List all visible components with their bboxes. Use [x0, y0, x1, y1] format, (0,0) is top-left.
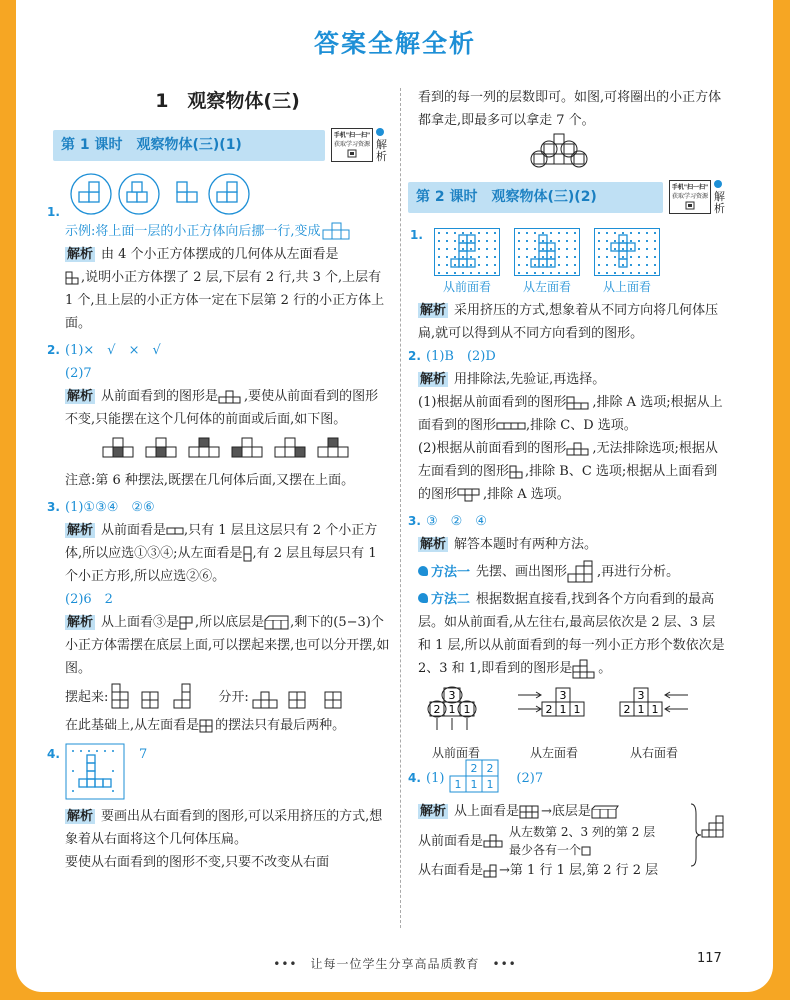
grid-figure	[483, 864, 499, 878]
diag-cell-num: 1	[463, 703, 471, 716]
right-q4-l3a: 从右面看是	[418, 863, 484, 878]
brace-result-figure	[688, 802, 728, 868]
q3-end	[65, 714, 390, 737]
jiexi-tag: 解析	[420, 303, 447, 318]
chapter-title: 1 观察物体(三)	[155, 90, 300, 112]
q3-explain	[65, 519, 390, 588]
q2-six-arrangements	[101, 435, 361, 465]
diag-cell-num: 2	[433, 703, 441, 716]
number-diagram-left	[514, 686, 594, 734]
diagram-right	[614, 686, 694, 760]
q2-note: 注意:第 6 种摆法,既摆在几何体后面,又摆在上面。	[65, 473, 355, 488]
q3-explain-b	[65, 611, 390, 680]
grid-figure	[566, 396, 592, 410]
grid-figure	[179, 616, 195, 630]
jiexi-link-lesson1[interactable]	[376, 127, 390, 163]
left-q4	[47, 743, 390, 874]
cube-figure	[264, 615, 290, 631]
q1-example-text: 示例:将上面一层的小正方体向后挪一行,变成	[65, 224, 321, 239]
jiexi-label: 解析	[376, 138, 387, 163]
right-q2-p1a: (1)根据从前面看到的图形	[418, 395, 567, 410]
method2-text-a: 根据数据直接看,找到各个方向看到的最高层。如从前面看,从左往右,最高层依次是 2 层、3 层和 1 层,所以从前面看到的每一列小正方形个数依次是 2、3 和 1,即看到的图形是	[418, 592, 725, 676]
method1-text-b: ,再进行分析。	[597, 564, 680, 580]
cube-icon	[581, 845, 593, 857]
q3-explain-3: ,有 2 层且每层只有 1 个小正方形,所以应选②⑥。	[65, 546, 377, 584]
right-q1	[408, 224, 728, 345]
left-view-shape	[515, 229, 579, 275]
q3-explain-b3: ,剩下的(5−3)个小正方体需摆在底层上面,可以摆起来摆,也可以分开摆,如图。	[65, 615, 390, 676]
grid-figure	[65, 271, 81, 285]
right-q4-pre: (1)	[426, 770, 445, 786]
method2-label: 方法二	[431, 592, 471, 607]
grid-figure	[218, 390, 244, 404]
q-num: 1.	[47, 205, 60, 219]
right-q1-explain-text: 采用挤压的方式,想象着从不同方向将几何体压扁,就可以得到从不同方向看到的图形。	[418, 303, 719, 341]
top-view-shape	[595, 229, 659, 275]
q3-answer-1: (1)①③④ ②⑥	[65, 500, 155, 515]
jiexi-tag: 解析	[67, 615, 94, 630]
right-q2-p2a: (2)根据从前面看到的图形	[418, 441, 567, 456]
q2-explain	[65, 385, 390, 431]
right-q2-p2d: ,排除 A 选项。	[483, 487, 570, 502]
grid-num: 2	[486, 762, 494, 775]
qr-icon	[685, 201, 695, 210]
q3-explain-1: 从前面看是	[101, 523, 167, 538]
diag-cell-num: 2	[545, 703, 553, 716]
right-continuation: 看到的每一列的层数即可。如图,可将圈出的小正方体都拿走,即最多可以拿走 7 个。	[418, 90, 722, 128]
view-label: 从上面看	[602, 280, 651, 294]
q3-explain-b1: 从上面看③是	[101, 615, 180, 630]
lesson1-num: 第 1 课时	[61, 136, 123, 153]
right-q4-explain	[418, 800, 728, 882]
right-q2-p2b: ,无法排除选项;根据从左面看到的图形	[418, 441, 718, 479]
q3-explain-2: ,只有 1 层且这层只有 2 个小正方体,所以应选①③④;从左面看是	[65, 523, 378, 561]
right-q3-answer: ③ ② ④	[426, 514, 487, 529]
lesson2-bar	[408, 182, 663, 213]
q3-explain-b2: ,所以底层是	[195, 615, 265, 630]
column-divider	[400, 88, 401, 928]
play-icon	[376, 128, 384, 136]
diag-top-num: 3	[448, 689, 456, 702]
diag-top-num: 3	[559, 689, 567, 702]
jiexi-tag: 解析	[67, 247, 94, 262]
q4-explain-1: 要画出从右面看到的图形,可以采用挤压的方式,想象着从右面将这个几何体压扁。	[65, 809, 383, 847]
q2-explain-2: ,要使从前面看到的图形不变,只能摆在这个几何体的前面或后面,如下图。	[65, 389, 379, 427]
q-num: 3.	[47, 500, 60, 514]
grid-num: 1	[454, 778, 462, 791]
qr-line1: 手机"扫一扫"	[671, 184, 709, 191]
grid-figure	[457, 488, 483, 502]
grid-figure	[509, 465, 525, 479]
lesson1-bar	[53, 130, 325, 161]
q3-arrangements	[65, 680, 390, 714]
grid-figure	[199, 719, 215, 733]
view-label: 从左面看	[529, 746, 578, 760]
right-q4-l2b: 从左数第 2、3 列的第 2 层	[509, 825, 656, 839]
qr-line2: 获取学习资源	[671, 193, 708, 200]
circled-cubes-figure	[528, 132, 608, 176]
q-num: 2.	[408, 349, 421, 363]
q1-explain-1: 由 4 个小正方体摆成的几何体从左面看是	[101, 247, 339, 262]
right-q2-p1c: ,排除 C、D 选项。	[526, 418, 637, 433]
q4-explain	[65, 805, 390, 851]
lesson2-name: 观察物体(三)(2)	[491, 188, 597, 205]
jiexi-tag: 解析	[420, 537, 447, 552]
jiexi-link-lesson2[interactable]	[714, 179, 728, 215]
q-num: 4.	[47, 747, 60, 761]
left-q2	[47, 339, 390, 492]
right-q2-p2	[418, 437, 728, 506]
jiexi-tag: 解析	[420, 372, 447, 387]
number-diagram-right	[614, 686, 694, 734]
stack-label: 摆起来:	[65, 689, 109, 705]
q-num: 1.	[410, 228, 423, 242]
left-q3	[47, 496, 390, 737]
right-q3-method1	[418, 560, 728, 584]
grid-figure	[243, 546, 253, 562]
left-q1	[47, 172, 390, 335]
play-icon	[714, 180, 722, 188]
diag-top-num: 3	[637, 689, 645, 702]
diagram-front	[418, 686, 494, 760]
page-number: 117	[697, 951, 722, 966]
grid-figure	[519, 805, 541, 819]
jiexi-label: 解析	[714, 190, 725, 215]
lesson1-name: 观察物体(三)(1)	[136, 136, 242, 153]
cube-figure	[591, 805, 619, 819]
q4-answer: 7	[139, 747, 148, 762]
right-q2-p1b: ,排除 A 选项;根据从上面看到的图形	[418, 395, 723, 433]
lesson2-header	[408, 178, 728, 216]
method2-text-b: 。	[598, 661, 612, 676]
q-num: 3.	[408, 514, 421, 528]
view-label: 从前面看	[442, 280, 491, 294]
view-top	[594, 228, 660, 299]
qr-code-lesson1[interactable]	[331, 128, 373, 162]
right-q4-answer-2: (2)7	[516, 770, 544, 786]
view-label: 从前面看	[431, 746, 480, 760]
number-diagram-front	[418, 686, 494, 734]
split-figures	[249, 682, 359, 712]
grid-figure	[572, 659, 598, 679]
jiexi-tag: 解析	[420, 804, 447, 819]
jiexi-tag: 解析	[67, 809, 94, 824]
hand-icon	[418, 593, 428, 603]
q1-option-figures	[69, 172, 259, 216]
qr-icon	[347, 149, 357, 158]
right-q2-p1	[418, 391, 728, 437]
diag-cell-num: 2	[623, 703, 631, 716]
q4-grid-answer	[65, 743, 127, 801]
jiexi-tag: 解析	[67, 523, 94, 538]
grid-figure	[166, 526, 184, 536]
right-q4-l2c: 最少各有一个	[509, 843, 582, 857]
q3-end-2: 的摆法只有最后两种。	[215, 718, 346, 733]
grid-num: 1	[470, 778, 478, 791]
grid-figure	[566, 442, 592, 456]
right-q2-p2c: ,排除 B、C 选项;根据从上面看到的图形	[418, 464, 718, 502]
right-q2-answer: (1)B (2)D	[426, 349, 496, 364]
right-column	[408, 86, 728, 882]
q3-answer-2: (2)6 2	[65, 592, 113, 607]
q4-explain-2: 要使从右面看到的图形不变,只要不改变从右面	[65, 855, 330, 870]
right-q2-explain: 用排除法,先验证,再选择。	[454, 372, 606, 387]
diagram-left	[514, 686, 594, 760]
diag-cell-num: 1	[559, 703, 567, 716]
q-num: 2.	[47, 343, 60, 357]
grid-num: 1	[486, 778, 494, 791]
qr-line2: 获取学习资源	[333, 141, 370, 148]
right-q4	[408, 756, 728, 882]
right-q4-l1b: →底层是	[541, 804, 591, 819]
left-column	[47, 86, 390, 874]
hand-icon	[418, 566, 428, 576]
grid-figure	[483, 834, 505, 848]
qr-line1: 手机"扫一扫"	[333, 132, 371, 139]
q1-example	[65, 220, 390, 243]
q1-explain-2: ,说明小正方体摆了 2 层,下层有 2 行,共 3 个,上层有 1 个,且上层的小正方体一定在下层第 2 行的小正方体上面。	[65, 270, 385, 331]
q2-answer-2: (2)7	[65, 366, 92, 381]
view-label: 从右面看	[629, 746, 678, 760]
view-left	[514, 228, 580, 299]
right-q3-explain: 解答本题时有两种方法。	[454, 537, 598, 552]
cube-figure	[321, 222, 351, 242]
jiexi-tag: 解析	[67, 389, 94, 404]
method1-label: 方法一	[431, 564, 471, 580]
grid-figure	[496, 421, 526, 431]
q3-end-1: 在此基础上,从左面看是	[65, 718, 200, 733]
view-label: 从左面看	[522, 280, 571, 294]
right-q3	[408, 510, 728, 760]
right-q3-diagrams	[418, 686, 728, 760]
diag-cell-num: 1	[651, 703, 659, 716]
view-front	[434, 228, 500, 299]
stacked-figures	[108, 682, 208, 712]
q1-explain	[65, 243, 390, 335]
right-q4-l1a: 从上面看是	[454, 804, 520, 819]
qr-code-lesson2[interactable]	[669, 180, 711, 214]
page-title: 答案全解全析	[313, 29, 476, 58]
right-q4-number-grid	[444, 758, 508, 798]
lesson1-header	[53, 126, 390, 164]
right-q4-l3b: →第 1 行 1 层,第 2 行 2 层	[499, 863, 659, 878]
lesson2-num: 第 2 课时	[416, 188, 478, 205]
diag-cell-num: 1	[637, 703, 645, 716]
q2-answer-1: (1)× √ × √	[65, 343, 161, 358]
q2-explain-1: 从前面看到的图形是	[101, 389, 219, 404]
grid-num: 2	[470, 762, 478, 775]
right-q4-l2a: 从前面看是	[418, 833, 484, 849]
right-q2	[408, 345, 728, 506]
q-num: 4.	[408, 770, 421, 785]
front-view-shape	[435, 229, 499, 275]
split-label: 分开:	[218, 689, 249, 705]
right-q1-explain	[408, 299, 728, 345]
right-q3-method2	[418, 588, 728, 680]
method1-text-a: 先摆、画出图形	[476, 564, 568, 580]
cube-figure	[567, 560, 597, 584]
diag-cell-num: 1	[573, 703, 581, 716]
footer-slogan: ••• 让每一位学生分享高品质教育 •••	[273, 957, 517, 971]
diag-cell-num: 1	[448, 703, 456, 716]
